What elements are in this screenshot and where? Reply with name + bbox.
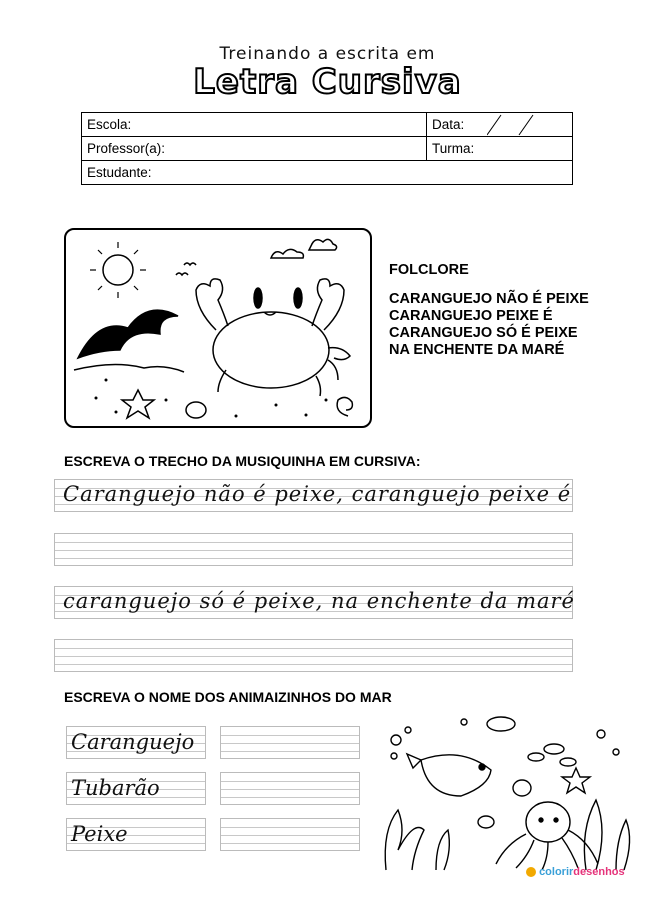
poem-line: CARANGUEJO NÃO É PEIXE bbox=[389, 291, 589, 307]
animal-model-box bbox=[66, 772, 206, 805]
animal-writing-box[interactable] bbox=[220, 818, 360, 851]
logo-part1: colorir bbox=[539, 866, 574, 878]
student-field[interactable]: Estudante: bbox=[82, 161, 573, 185]
sea-animals-illustration bbox=[376, 712, 638, 872]
date-slashes bbox=[487, 114, 547, 136]
animal-name: Caranguejo bbox=[71, 730, 195, 754]
section1-heading: ESCREVA O TRECHO DA MUSIQUINHA EM CURSIVA: bbox=[64, 453, 421, 469]
poem-title: FOLCLORE bbox=[389, 262, 469, 278]
poem bbox=[389, 262, 589, 359]
school-field[interactable]: Escola: bbox=[82, 113, 427, 137]
logo-icon bbox=[526, 867, 536, 877]
section2-heading: ESCREVA O NOME DOS ANIMAIZINHOS DO MAR bbox=[64, 689, 392, 705]
animal-name: Peixe bbox=[71, 822, 128, 846]
worksheet-title: Letra Cursiva bbox=[193, 62, 462, 102]
info-table bbox=[81, 112, 573, 185]
model-text-2: caranguejo só é peixe, na enchente da maré bbox=[63, 589, 575, 613]
model-writing-line-2 bbox=[54, 586, 573, 619]
poem-line: CARANGUEJO PEIXE É bbox=[389, 308, 553, 324]
writing-line-1[interactable] bbox=[54, 533, 573, 566]
crab-illustration bbox=[64, 228, 372, 428]
model-text-1: Caranguejo não é peixe, caranguejo peixe é bbox=[63, 482, 572, 506]
model-writing-line-1 bbox=[54, 479, 573, 512]
animal-writing-box[interactable] bbox=[220, 772, 360, 805]
animal-model-box bbox=[66, 726, 206, 759]
animal-writing-box[interactable] bbox=[220, 726, 360, 759]
logo-part2: desenhos bbox=[573, 866, 625, 878]
poem-line: NA ENCHENTE DA MARÉ bbox=[389, 342, 565, 358]
site-logo[interactable] bbox=[526, 866, 625, 878]
animal-model-box bbox=[66, 818, 206, 851]
poem-line: CARANGUEJO SÓ É PEIXE bbox=[389, 325, 578, 341]
class-field[interactable]: Turma: bbox=[427, 137, 573, 161]
animal-name: Tubarão bbox=[71, 776, 160, 800]
teacher-field[interactable]: Professor(a): bbox=[82, 137, 427, 161]
date-field[interactable]: Data: bbox=[427, 113, 573, 137]
writing-line-2[interactable] bbox=[54, 639, 573, 672]
worksheet-subtitle: Treinando a escrita em bbox=[219, 44, 436, 64]
